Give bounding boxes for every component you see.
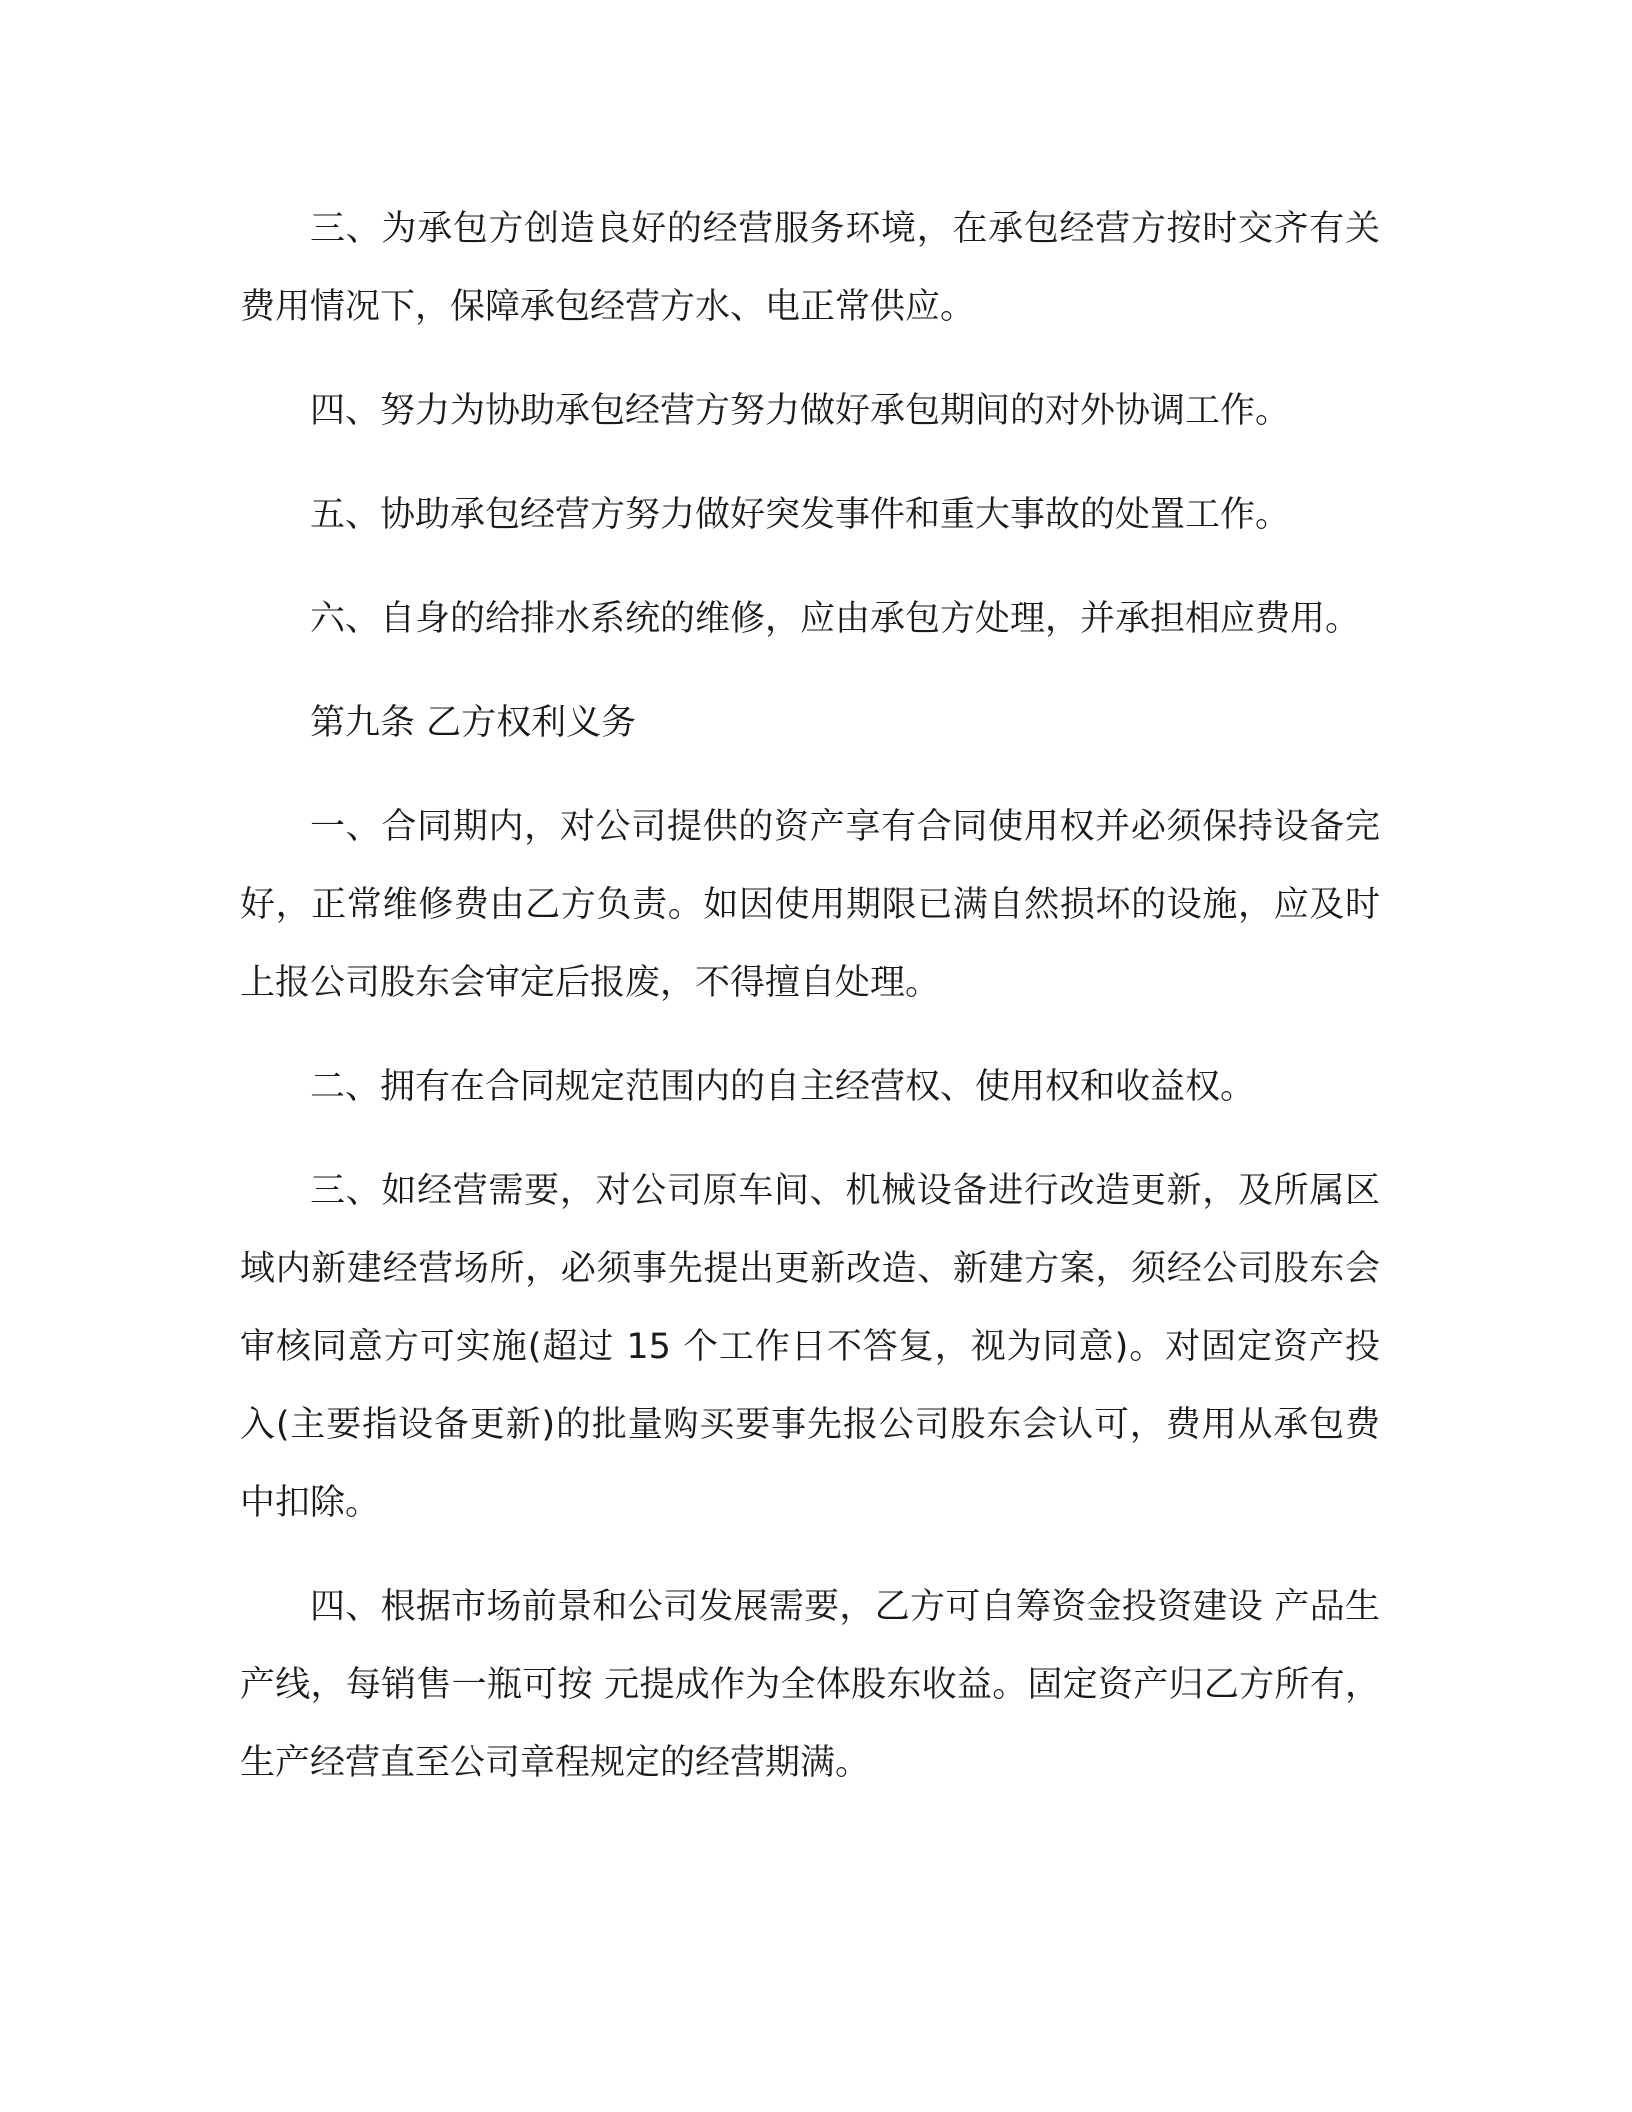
paragraph-clause-4-party-a: 四、努力为协助承包经营方努力做好承包期间的对外协调工作。 [310,391,1291,431]
paragraph-clause-3-party-a: 三、为承包方创造良好的经营服务环境，在承包经营方按时交齐有关费用情况下，保障承包经营方水、电正常供应。 [240,209,1380,327]
paragraph-clause-3-party-b: 三、如经营需要，对公司原车间、机械设备进行改造更新，及所属区域内新建经营场所，必须事先提出更新改造、新建方案，须经公司股东会审核同意方可实施(超过 15 个工作日不答复，视为同意)。对固定资产投入(主要指设备更新)的批量购买要事先报公司股东会认可，费用从承包费中扣除。 [240,1171,1380,1523]
paragraph-clause-5-party-a: 五、协助承包经营方努力做好突发事件和重大事故的处置工作。 [310,495,1291,535]
section-heading-article-9: 第九条 乙方权利义务 [310,703,637,743]
document-body [240,190,1380,1802]
paragraph-clause-4-party-b: 四、根据市场前景和公司发展需要，乙方可自筹资金投资建设 产品生产线，每销售一瓶可按 元提成作为全体股东收益。固定资产归乙方所有，生产经营直至公司章程规定的经营期满。 [240,1587,1380,1783]
paragraph-clause-2-party-b: 二、拥有在合同规定范围内的自主经营权、使用权和收益权。 [310,1067,1256,1107]
paragraph-clause-1-party-b: 一、合同期内，对公司提供的资产享有合同使用权并必须保持设备完好，正常维修费由乙方负责。如因使用期限已满自然损坏的设施，应及时上报公司股东会审定后报废，不得擅自处理。 [240,807,1380,1003]
paragraph-clause-6-party-a: 六、自身的给排水系统的维修，应由承包方处理，并承担相应费用。 [310,599,1361,639]
